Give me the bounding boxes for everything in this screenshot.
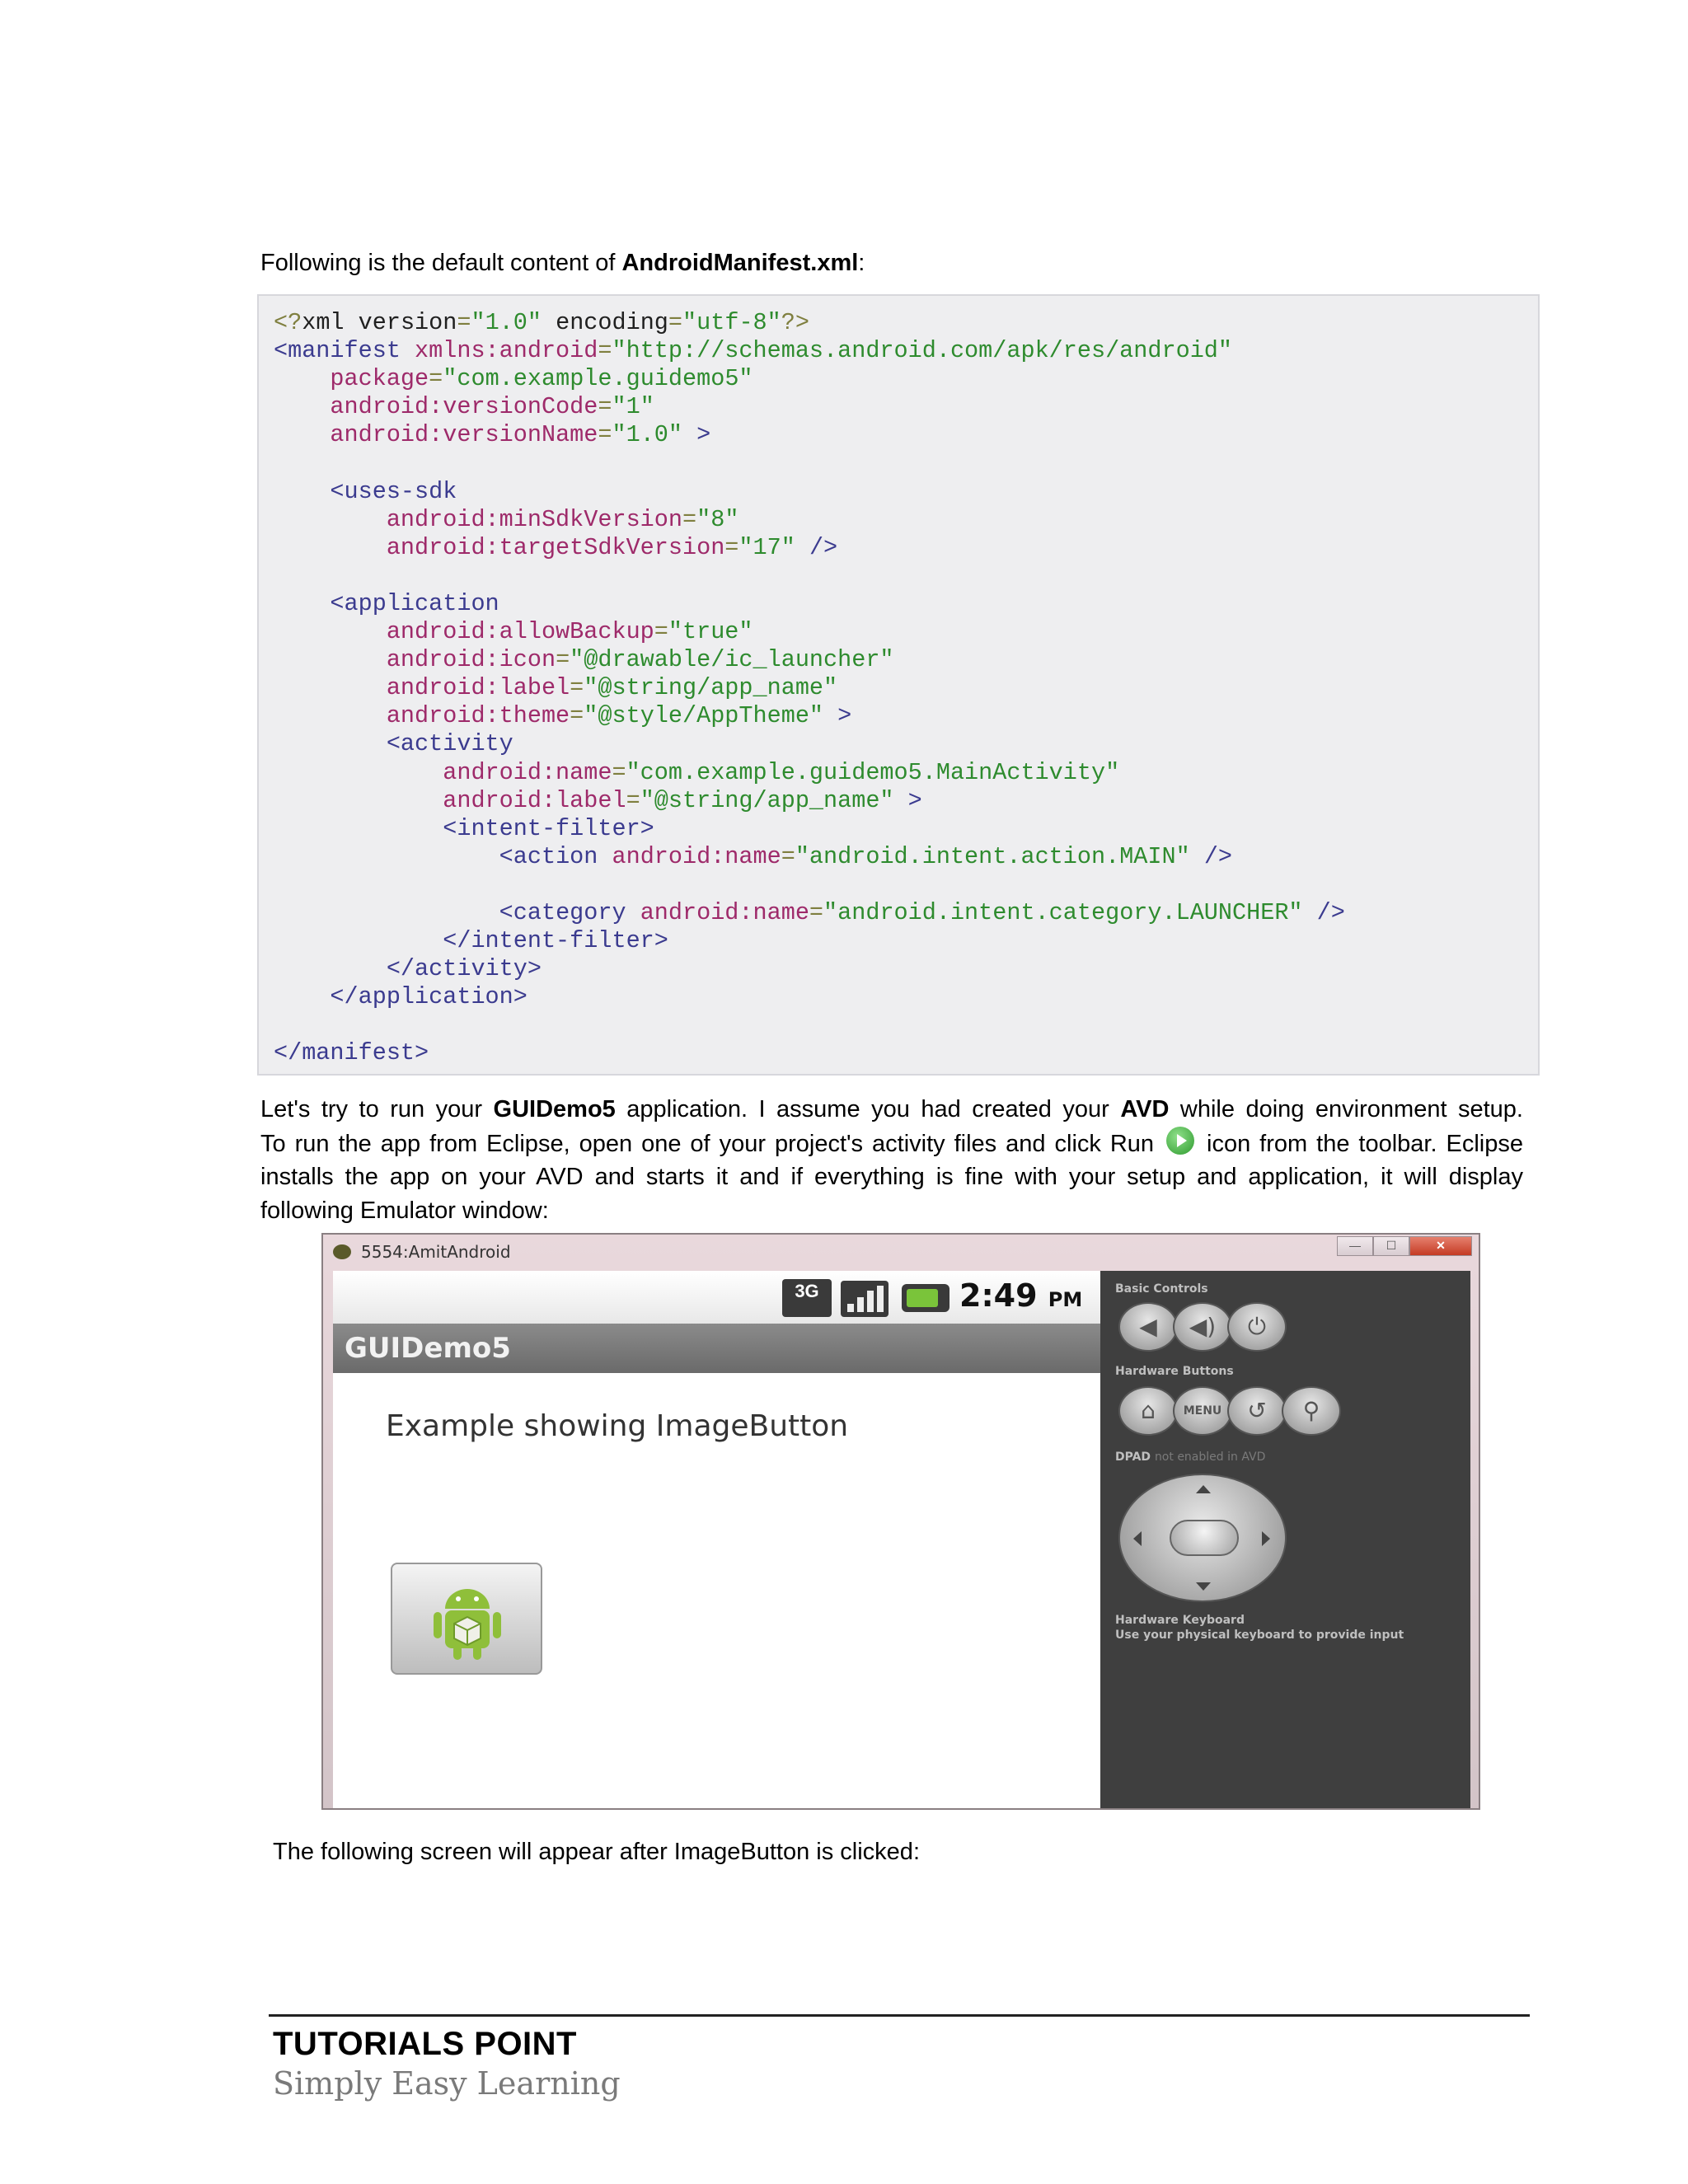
code-token: "@style/AppTheme" (584, 702, 824, 730)
code-token: "http://schemas.android.com/apk/res/android" (612, 337, 1233, 365)
hardware-keyboard-label: Hardware Keyboard (1115, 1614, 1245, 1627)
code-token: = (598, 421, 612, 449)
dpad-center-button[interactable] (1170, 1520, 1239, 1556)
code-line (274, 646, 894, 673)
code-token (274, 759, 443, 786)
code-token: "com.example.guidemo5" (443, 365, 753, 393)
code-token: android:name (612, 842, 781, 870)
basic-controls-label: Basic Controls (1115, 1282, 1208, 1296)
code-token: "com.example.guidemo5.MainActivity" (626, 758, 1120, 786)
code-token (274, 955, 387, 982)
code-line (274, 421, 710, 448)
app-title: GUIDemo5 (345, 1332, 511, 1365)
status-clock (959, 1277, 1082, 1314)
code-token: > (696, 421, 711, 449)
code-token: </manifest> (274, 1039, 429, 1067)
footer-title: TUTORIALS POINT (273, 2026, 577, 2062)
code-token: = (668, 309, 683, 336)
caption-text: The following screen will appear after ImageButton is clicked: (273, 1839, 920, 1865)
code-token: <application (330, 589, 499, 617)
code-line (274, 365, 753, 392)
code-token: = (429, 365, 443, 393)
avd-bold: AVD (1120, 1096, 1170, 1122)
code-token (1303, 899, 1317, 926)
text-run: To run the app from Eclipse, open one of your project's activity files and click Run (260, 1131, 1164, 1157)
code-token: <category (499, 898, 640, 926)
code-token: android:label (386, 674, 570, 702)
code-token: android:label (443, 786, 626, 814)
hardware-buttons-label: Hardware Buttons (1115, 1365, 1234, 1378)
code-token: "1.0" (612, 421, 682, 449)
code-line (274, 590, 499, 617)
code-token (274, 843, 499, 870)
footer-subtitle: Simply Easy Learning (273, 2065, 621, 2102)
code-token: </activity> (386, 955, 542, 983)
code-token: android:minSdkVersion (386, 505, 682, 533)
battery-icon (902, 1284, 950, 1312)
code-token (274, 478, 330, 505)
footer-divider (269, 2014, 1530, 2017)
code-token: = (457, 309, 471, 336)
code-token (274, 534, 387, 561)
code-token: = (570, 674, 584, 702)
code-token (274, 618, 387, 645)
minimize-icon[interactable]: — (1337, 1236, 1373, 1256)
code-token: android:icon (386, 646, 556, 674)
code-token: = (612, 758, 626, 786)
emulator-titlebar (323, 1235, 1479, 1271)
maximize-icon[interactable]: ☐ (1373, 1236, 1409, 1256)
app-name-bold: GUIDemo5 (493, 1096, 616, 1122)
code-token: package (330, 365, 429, 393)
code-token: = (556, 646, 570, 674)
code-line (274, 534, 837, 561)
code-block (257, 294, 1540, 1076)
code-token: = (724, 533, 739, 561)
code-line (274, 674, 837, 701)
code-token (274, 815, 443, 842)
code-line (274, 899, 1345, 926)
emulator-app-icon (333, 1244, 351, 1259)
home-icon[interactable]: ⌂ (1118, 1386, 1178, 1436)
code-line (274, 337, 1232, 364)
code-token (274, 646, 387, 673)
code-token: xmlns:android (415, 337, 598, 365)
code-token (274, 674, 387, 701)
code-token: "true" (668, 618, 753, 646)
code-token (274, 506, 387, 533)
dpad-control[interactable] (1118, 1474, 1287, 1602)
code-token: </application> (330, 983, 528, 1011)
code-token: = (654, 618, 668, 646)
code-listing (274, 309, 1345, 1068)
code-token: "1" (612, 393, 654, 421)
code-line (274, 309, 809, 336)
dpad-down-icon (1196, 1582, 1211, 1591)
status-bar (333, 1271, 1100, 1324)
emulator-window-title: 5554:AmitAndroid (361, 1242, 511, 1262)
code-token (1190, 843, 1204, 870)
clock-time: 2:49 (959, 1277, 1038, 1314)
code-token: "17" (738, 533, 795, 561)
phone-screen (333, 1271, 1100, 1810)
emulator-window (321, 1233, 1480, 1810)
code-token: = (682, 505, 697, 533)
intro-filename: AndroidManifest.xml (621, 250, 859, 276)
code-line (274, 506, 738, 533)
code-token: <? (274, 309, 302, 336)
text-run: icon from the toolbar. Eclipse (1198, 1131, 1523, 1157)
code-token (795, 534, 809, 561)
code-token: <intent-filter> (443, 814, 654, 842)
clock-ampm: PM (1048, 1288, 1083, 1311)
code-token (274, 983, 330, 1010)
code-token: <action (499, 842, 612, 870)
code-token: encoding (541, 309, 668, 336)
code-line (274, 955, 542, 982)
code-line (274, 393, 654, 420)
code-token: = (598, 337, 612, 365)
dpad-right-icon (1262, 1531, 1270, 1546)
code-token (274, 787, 443, 814)
code-token: xml version (302, 309, 457, 336)
code-token: "@drawable/ic_launcher" (570, 646, 894, 674)
code-token: android:theme (386, 702, 570, 730)
text-run: while doing environment setup. (1169, 1096, 1523, 1122)
code-line (274, 730, 513, 757)
code-token: android:allowBackup (386, 618, 654, 646)
code-token (274, 393, 330, 420)
code-token (274, 365, 330, 392)
run-icon (1166, 1127, 1194, 1155)
code-token: = (781, 842, 795, 870)
paragraph-line-3: installs the app on your AVD and starts it and if everything is fine with your setup and application, it will display (260, 1164, 1523, 1190)
code-token: <uses-sdk (330, 477, 457, 505)
code-token: <manifest (274, 337, 415, 365)
volume-down-icon[interactable]: ◀ (1118, 1302, 1178, 1352)
code-token: "android.intent.category.LAUNCHER" (823, 898, 1303, 926)
code-line (274, 759, 1119, 786)
code-token (274, 590, 330, 617)
window-controls (1337, 1236, 1472, 1256)
dpad-title: DPAD (1115, 1451, 1151, 1464)
code-line (274, 618, 753, 645)
code-token: android:versionCode (330, 393, 598, 421)
code-token: /> (1316, 898, 1345, 926)
code-line (274, 702, 851, 729)
paragraph-line-4: following Emulator window: (260, 1197, 549, 1224)
example-text: Example showing ImageButton (386, 1409, 849, 1443)
power-icon[interactable]: ⏻ (1227, 1302, 1287, 1352)
code-token (274, 730, 387, 757)
code-token: "@string/app_name" (640, 786, 894, 814)
hardware-keyboard-note: Use your physical keyboard to provide input (1115, 1629, 1404, 1642)
code-token: = (626, 786, 640, 814)
code-token: "8" (696, 505, 739, 533)
volume-up-icon[interactable]: ◀) (1173, 1302, 1232, 1352)
dpad-note: not enabled in AVD (1154, 1451, 1266, 1464)
intro-prefix: Following is the default content of (260, 250, 622, 276)
code-token: android:targetSdkVersion (386, 533, 725, 561)
code-token: "utf-8" (682, 309, 781, 336)
code-line (274, 983, 528, 1010)
code-token: </intent-filter> (443, 927, 668, 955)
menu-button[interactable]: MENU (1173, 1386, 1232, 1436)
code-token: = (598, 393, 612, 421)
code-token (894, 787, 908, 814)
code-token (274, 702, 387, 729)
signal-strength-icon (841, 1281, 889, 1317)
code-token: ?> (781, 309, 809, 336)
code-token: "1.0" (471, 309, 542, 336)
code-token: android:versionName (330, 421, 598, 449)
instructions-paragraph (260, 1093, 1523, 1228)
code-token (823, 702, 837, 729)
code-token: /> (809, 533, 838, 561)
code-token (682, 421, 696, 448)
code-token (274, 899, 499, 926)
close-icon[interactable]: ✕ (1409, 1236, 1472, 1256)
code-line (274, 815, 654, 842)
code-line (274, 927, 668, 954)
code-token (274, 927, 443, 954)
android-robot-icon (422, 1577, 513, 1663)
text-run: Let's try to run your (260, 1096, 494, 1122)
code-line (274, 478, 457, 505)
code-line (274, 1039, 429, 1066)
code-line (274, 787, 922, 814)
code-token (274, 421, 330, 448)
code-token: android:name (443, 758, 612, 786)
code-token: "android.intent.action.MAIN" (795, 842, 1190, 870)
dpad-left-icon (1133, 1531, 1142, 1546)
code-token: > (907, 786, 922, 814)
intro-text (260, 247, 865, 279)
image-button[interactable] (391, 1563, 542, 1675)
code-token: = (809, 898, 824, 926)
dpad-label (1115, 1451, 1265, 1464)
code-token: > (837, 702, 852, 730)
code-token: "@string/app_name" (584, 674, 838, 702)
back-icon[interactable]: ↺ (1227, 1386, 1287, 1436)
code-token: /> (1203, 842, 1233, 870)
emulator-controls-panel (1100, 1271, 1470, 1810)
network-3g-icon: 3G (782, 1279, 832, 1317)
code-line (274, 843, 1232, 870)
paragraph-line-1 (260, 1093, 1523, 1127)
app-title-bar (333, 1324, 1100, 1373)
paragraph-line-2 (260, 1127, 1523, 1160)
text-run: application. I assume you had created your (615, 1096, 1121, 1122)
code-token: = (570, 702, 584, 730)
intro-suffix: : (858, 250, 865, 276)
search-icon[interactable]: ⚲ (1282, 1386, 1341, 1436)
code-token: <activity (386, 730, 513, 758)
dpad-up-icon (1196, 1485, 1211, 1493)
code-token: android:name (640, 898, 809, 926)
